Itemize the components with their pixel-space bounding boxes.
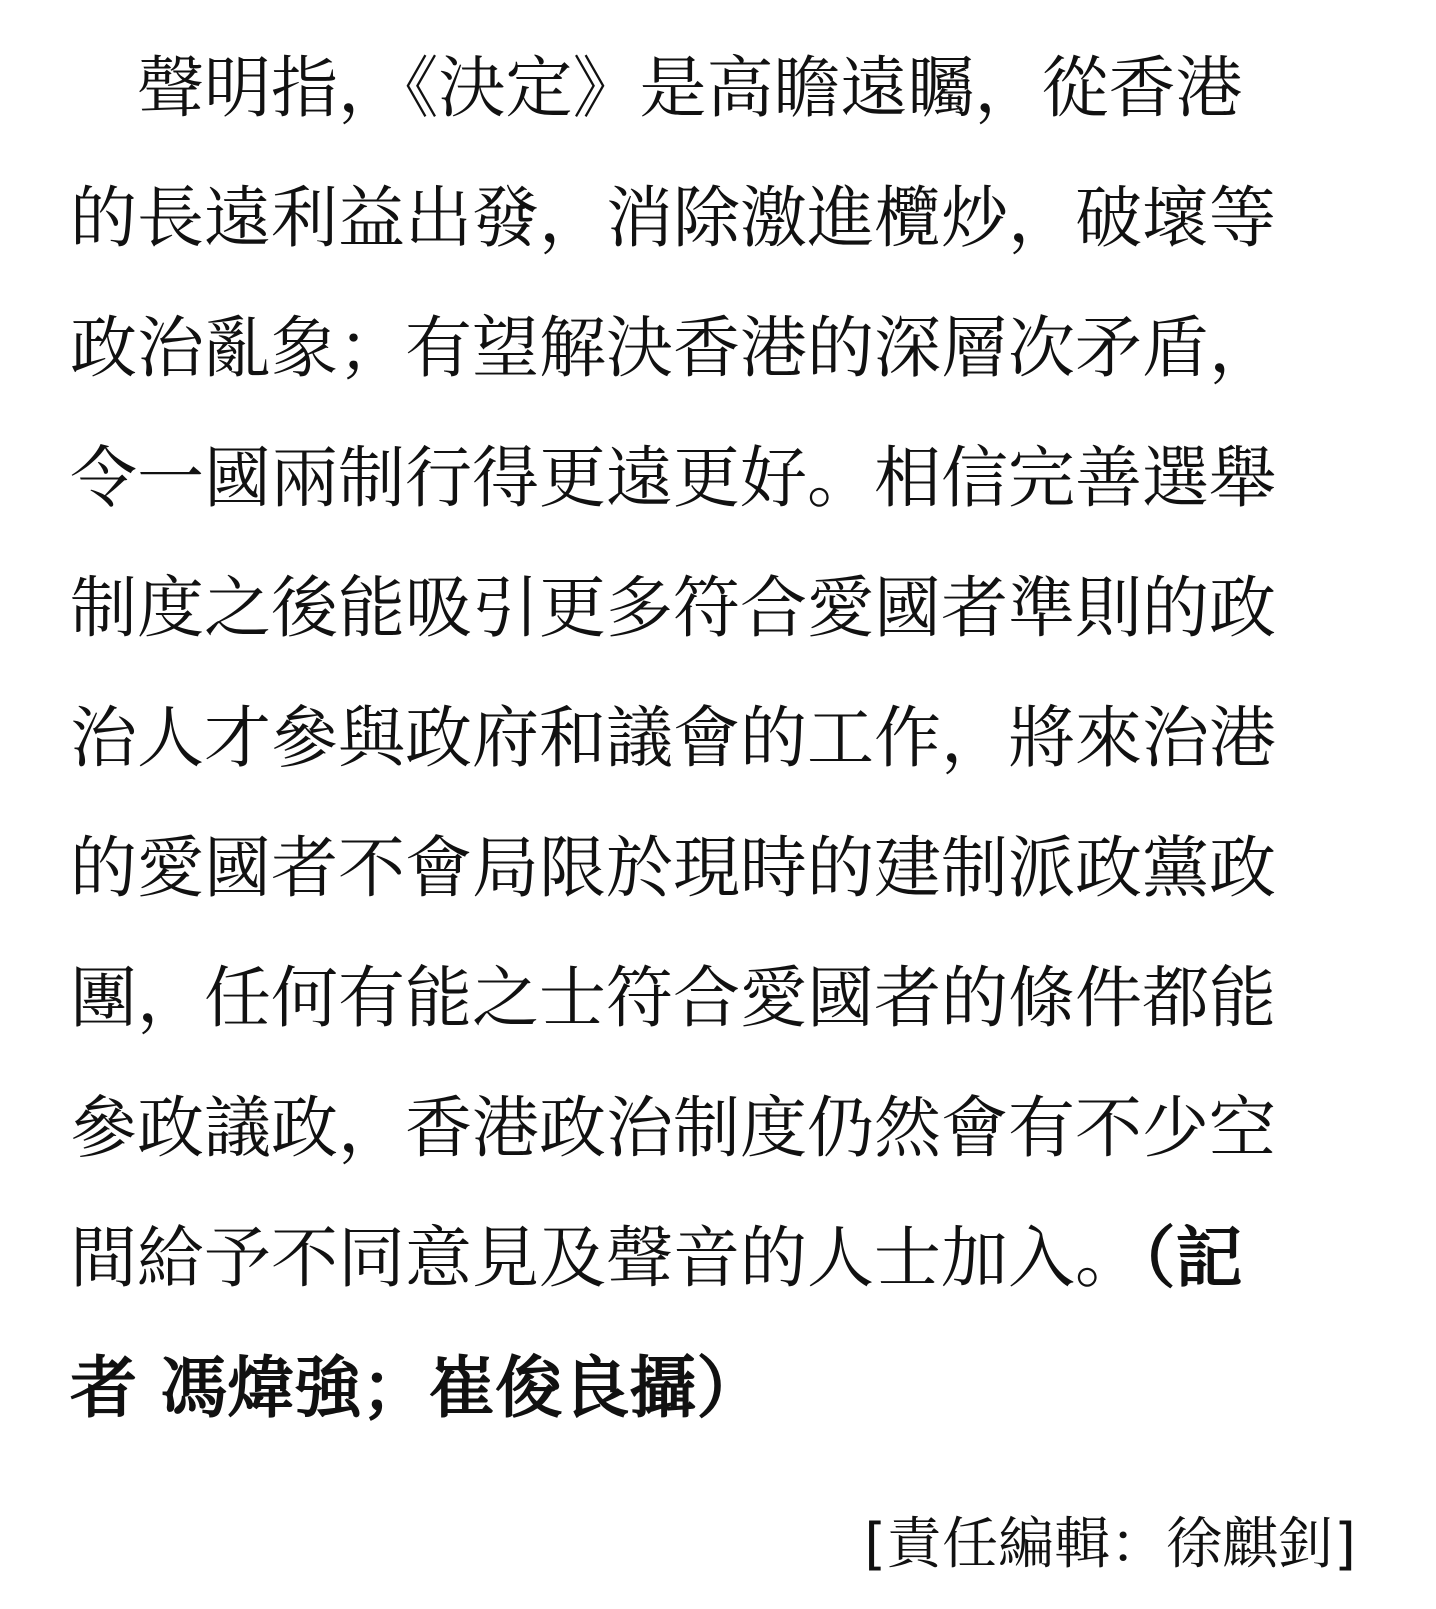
reporter-credit: 者 馮煒強；崔俊良攝）	[70, 1349, 764, 1427]
paragraph-line-10	[70, 1210, 1370, 1340]
editor-note: [責任編輯：徐麒釗]	[864, 1512, 1356, 1577]
reporter-credit-start: （記	[1142, 1219, 1243, 1297]
paragraph-line-9: 參政議政，香港政治制度仍然會有不少空	[70, 1089, 1276, 1167]
paragraph-line-2: 的長遠利益出發，消除激進欖炒，破壞等	[70, 179, 1276, 257]
paragraph-line-3: 政治亂象；有望解決香港的深層次矛盾，	[70, 309, 1276, 387]
paragraph-line-8: 團，任何有能之士符合愛國者的條件都能	[70, 959, 1276, 1037]
paragraph-line-4: 令一國兩制行得更遠更好。相信完善選舉	[70, 439, 1276, 517]
paragraph-line-7: 的愛國者不會局限於現時的建制派政黨政	[70, 829, 1276, 907]
article-body	[70, 40, 1370, 1470]
paragraph-line-1: 聲明指，《決定》是高瞻遠矚，從香港	[137, 49, 1243, 127]
paragraph-line-6: 治人才參與政府和議會的工作，將來治港	[70, 699, 1276, 777]
paragraph-line-10-text: 間給予不同意見及聲音的人士加入。	[70, 1219, 1142, 1297]
paragraph-line-5: 制度之後能吸引更多符合愛國者準則的政	[70, 569, 1276, 647]
